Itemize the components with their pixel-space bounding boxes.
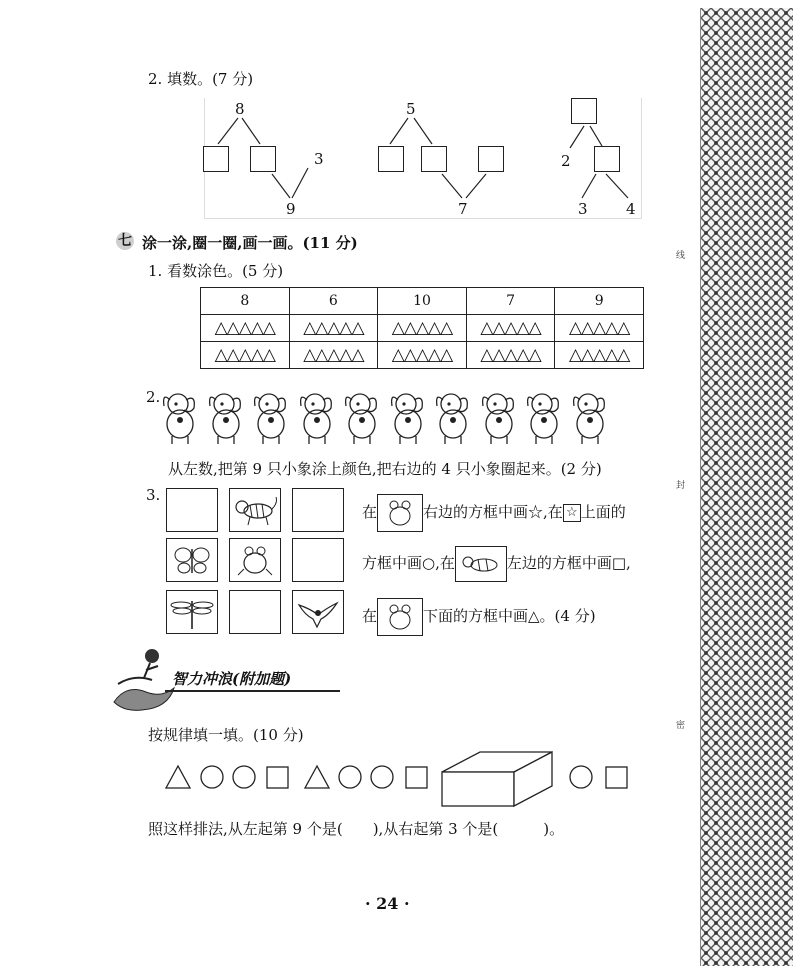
grid-cell-empty[interactable] [229, 590, 281, 634]
color-table [200, 287, 644, 369]
grid-cell-eagle[interactable] [292, 590, 344, 634]
tree3-bottom-left: 3 [578, 200, 588, 218]
column-number: 10 [378, 288, 467, 315]
eagle-icon [293, 591, 343, 633]
elephant-row [160, 388, 620, 448]
text: 左边的方框中画□, [506, 554, 631, 572]
answer-box[interactable] [571, 98, 597, 124]
triangle-group[interactable]: △△△△△ [201, 315, 290, 342]
answer-box[interactable] [250, 146, 276, 172]
text: 方框中画○,在 [362, 554, 455, 572]
elephant-instruction: 从左数,把第 9 只小象涂上颜色,把右边的 4 只小象圈起来。(2 分) [168, 460, 602, 478]
tree3-bottom-right: 4 [626, 200, 636, 218]
grid-cell-empty[interactable] [166, 488, 218, 532]
grid-cell-empty[interactable] [292, 538, 344, 582]
column-number: 6 [289, 288, 378, 315]
grid-instruction-line3 [362, 598, 596, 636]
box-cover [442, 752, 552, 806]
elephant-icon[interactable] [206, 388, 246, 446]
answer-box[interactable] [594, 146, 620, 172]
triangle-shape [305, 766, 329, 788]
answer-box[interactable] [421, 146, 447, 172]
shape-sequence [160, 744, 640, 814]
elephant-icon[interactable] [297, 388, 337, 446]
grid-instruction-line2 [362, 546, 631, 582]
triangle-group[interactable]: △△△△△ [466, 315, 555, 342]
tree1-top: 8 [235, 100, 245, 118]
column-number: 9 [555, 288, 644, 315]
tiger-picture [455, 546, 507, 582]
column-number: 7 [466, 288, 555, 315]
elephant-icon[interactable] [251, 388, 291, 446]
text: 在 [362, 503, 378, 521]
tree1-right: 3 [314, 150, 324, 168]
circle-shape [339, 766, 361, 788]
bonus-underline [165, 690, 340, 692]
circle-shape [201, 766, 223, 788]
triangle-group[interactable]: △△△△△ [289, 315, 378, 342]
answer-box[interactable] [203, 146, 229, 172]
grid-cell-frog[interactable] [229, 538, 281, 582]
elephant-icon[interactable] [433, 388, 473, 446]
bonus-question: 照这样排法,从左起第 9 个是( ),从右起第 3 个是( )。 [148, 820, 565, 838]
circle-shape [570, 766, 592, 788]
bonus-instruction: 按规律填一填。(10 分) [148, 726, 304, 744]
tree1-bottom: 9 [286, 200, 296, 218]
answer-box[interactable] [478, 146, 504, 172]
triangle-group[interactable]: △△△△△ [378, 342, 467, 369]
sidebar-label-secret: 密 [676, 721, 686, 731]
tree2-bottom: 7 [458, 200, 468, 218]
triangle-shape [166, 766, 190, 788]
bonus-title: 智力冲浪(附加题) [172, 670, 292, 688]
triangle-group[interactable]: △△△△△ [289, 342, 378, 369]
elephant-icon[interactable] [342, 388, 382, 446]
elephant-icon[interactable] [570, 388, 610, 446]
surfer-icon [112, 644, 176, 714]
circle-shape [371, 766, 393, 788]
section-badge: 七 [118, 233, 132, 249]
frog-icon [378, 599, 422, 635]
tiger-icon [230, 489, 280, 531]
triangle-group[interactable]: △△△△△ [201, 342, 290, 369]
tiger-icon [456, 547, 506, 581]
text: 在 [362, 607, 378, 625]
sidebar-label-line: 线 [676, 251, 686, 261]
circle-shape [233, 766, 255, 788]
frog-picture [377, 598, 423, 636]
frog-picture [377, 494, 423, 532]
answer-box[interactable] [378, 146, 404, 172]
section-title: 涂一涂,圈一圈,画一画。(11 分) [142, 234, 358, 252]
triangle-group[interactable]: △△△△△ [555, 342, 644, 369]
sidebar-label-seal: 封 [676, 481, 686, 491]
square-shape [267, 767, 288, 788]
tree3-left: 2 [561, 152, 571, 170]
elephant-icon[interactable] [160, 388, 200, 446]
triangle-group[interactable]: △△△△△ [378, 315, 467, 342]
page-number: · 24 · [365, 894, 410, 913]
tree2-top: 5 [406, 100, 416, 118]
column-number: 8 [201, 288, 290, 315]
grid-cell-empty[interactable] [292, 488, 344, 532]
dragonfly-icon [167, 591, 217, 633]
q2-title: 2. 填数。(7 分) [148, 70, 254, 88]
decorative-border-strip [700, 8, 793, 966]
square-shape [606, 767, 627, 788]
text: 上面的 [580, 503, 626, 521]
triangle-group[interactable]: △△△△△ [466, 342, 555, 369]
elephant-icon[interactable] [388, 388, 428, 446]
elephant-question-number: 2. [146, 388, 161, 406]
triangle-group[interactable]: △△△△△ [555, 315, 644, 342]
grid-question-number: 3. [146, 486, 161, 504]
grid-cell-tiger[interactable] [229, 488, 281, 532]
frog-icon [378, 495, 422, 531]
grid-instruction-line1 [362, 494, 626, 532]
text: 右边的方框中画☆,在 [423, 503, 563, 521]
grid-cell-dragonfly[interactable] [166, 590, 218, 634]
color-question-title: 1. 看数涂色。(5 分) [148, 262, 284, 280]
star-box: ☆ [563, 504, 581, 522]
square-shape [406, 767, 427, 788]
butterfly-icon [167, 539, 217, 581]
elephant-icon[interactable] [524, 388, 564, 446]
text: 下面的方框中画△。(4 分) [423, 607, 596, 625]
grid-cell-butterfly[interactable] [166, 538, 218, 582]
elephant-icon[interactable] [479, 388, 519, 446]
frog-icon [230, 539, 280, 581]
